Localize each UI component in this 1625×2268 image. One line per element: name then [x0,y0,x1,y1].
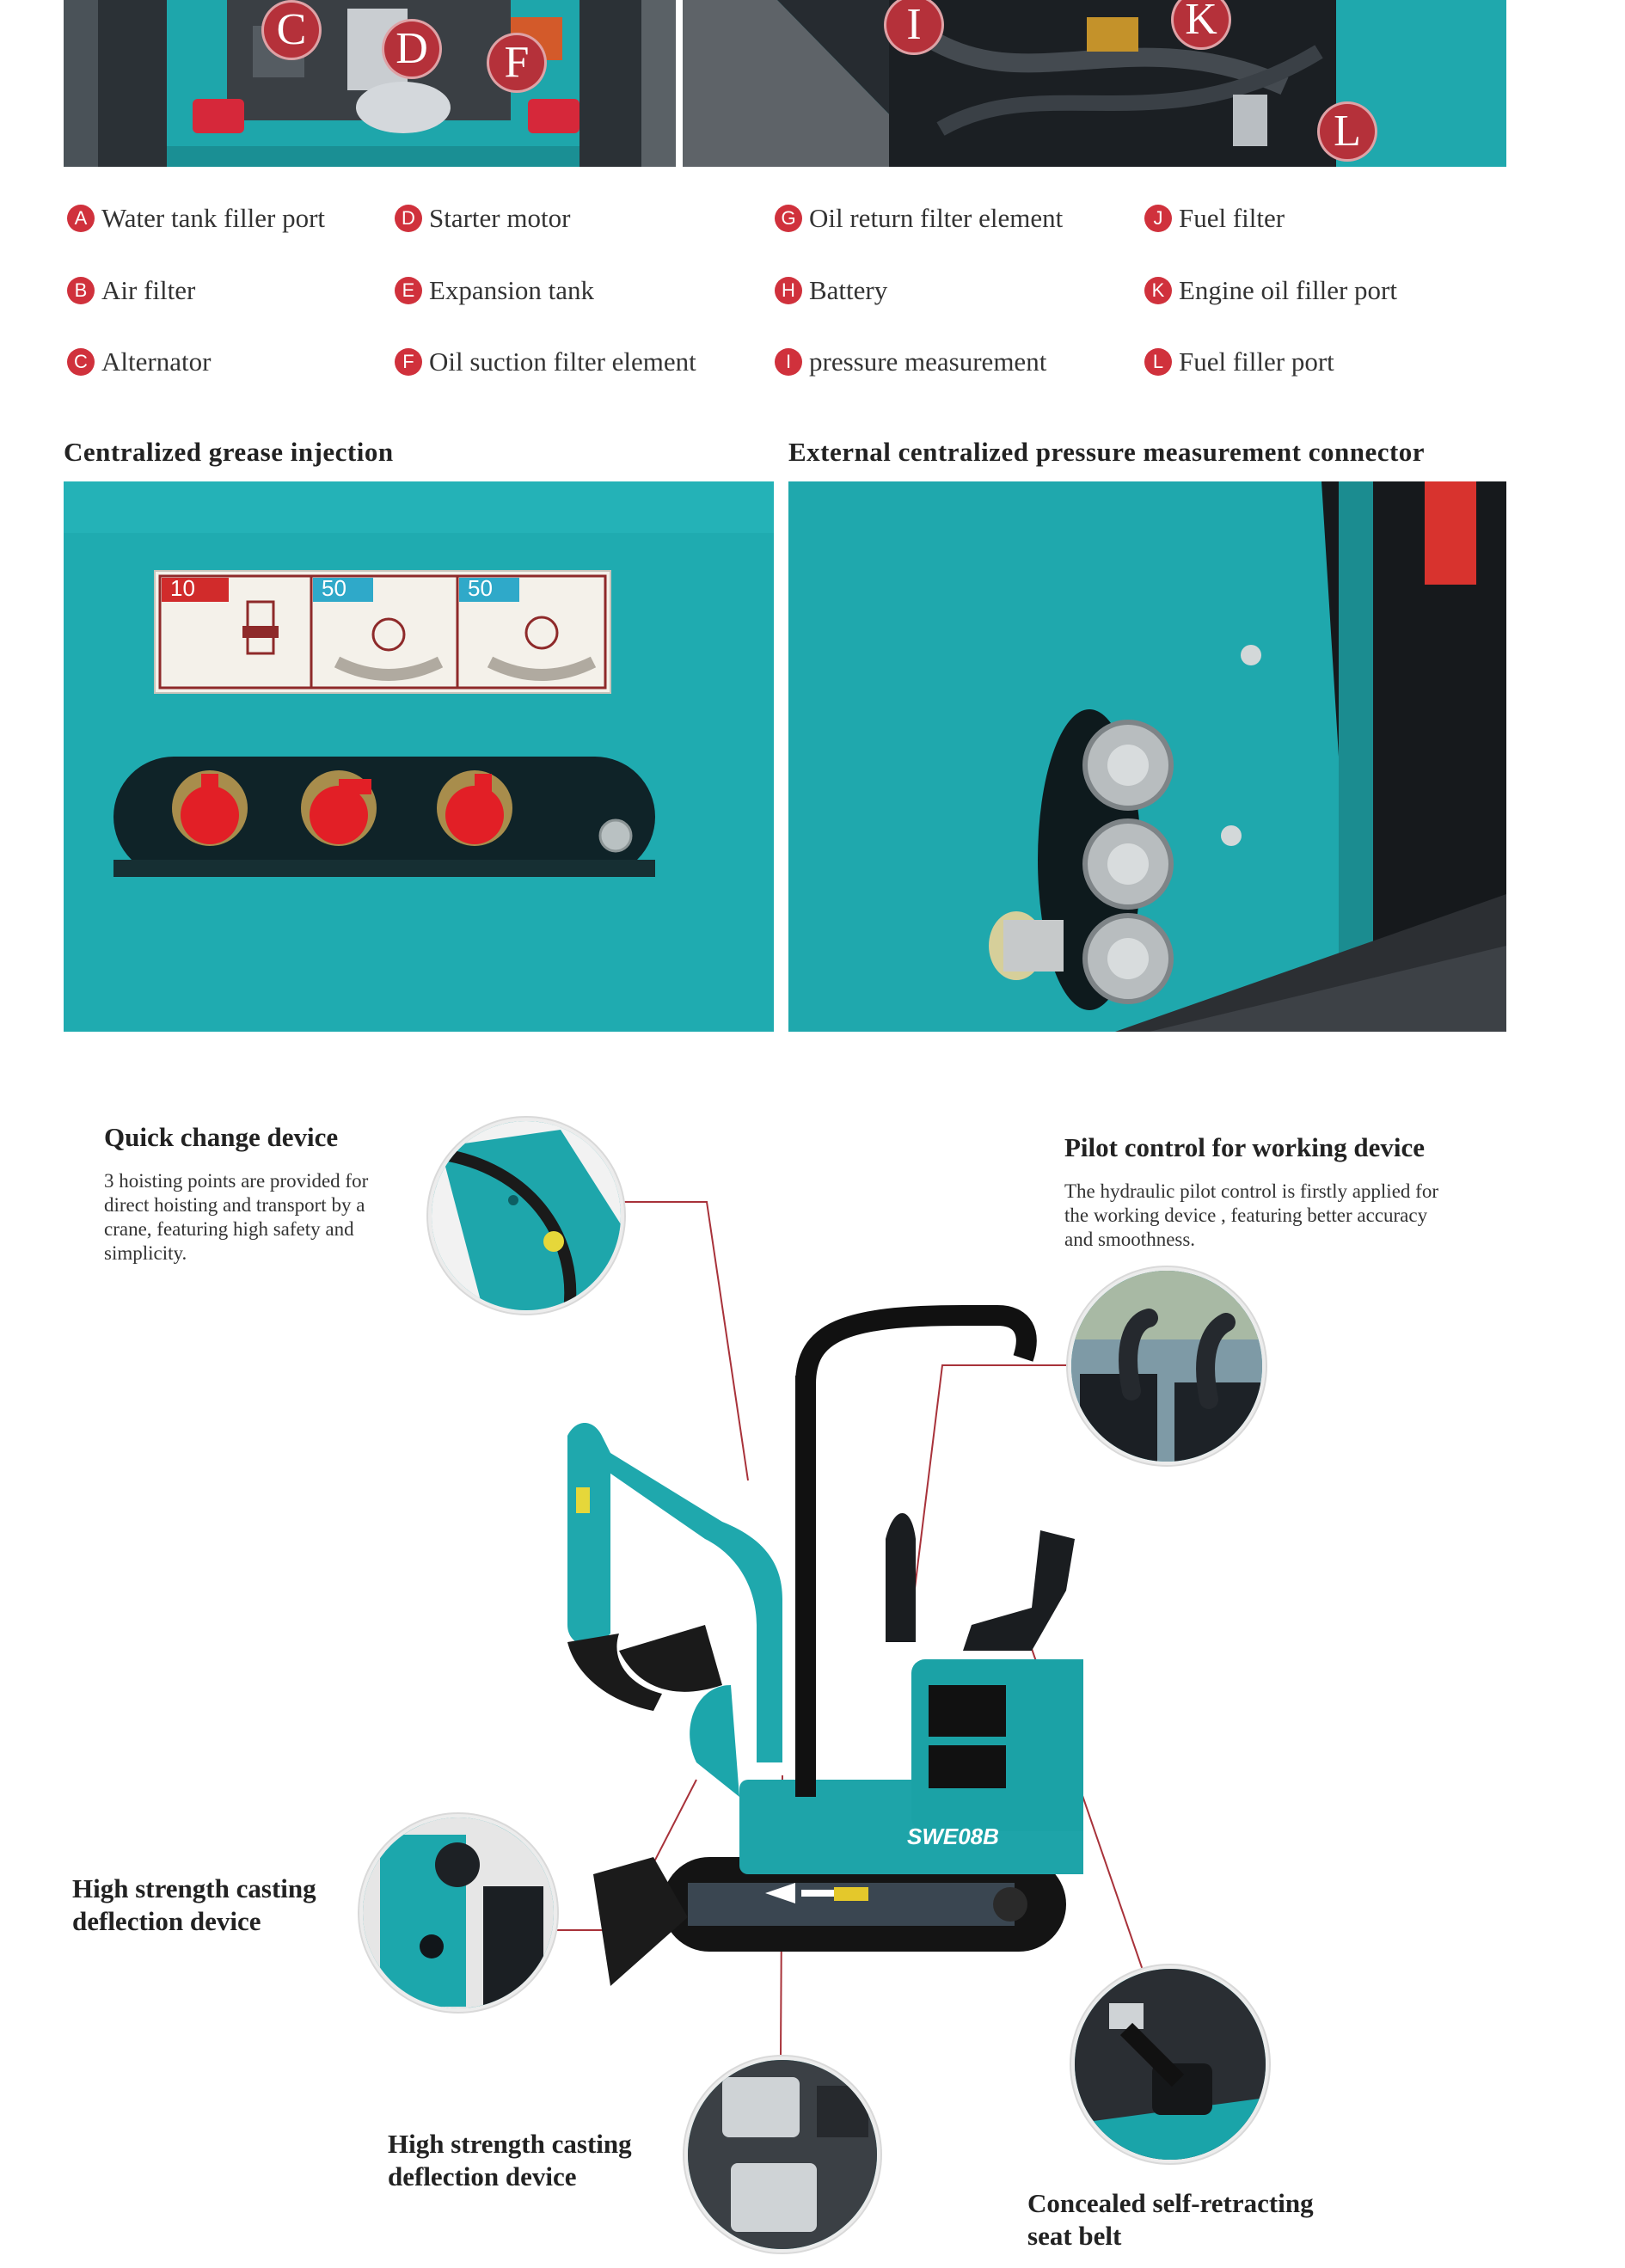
badge-h: H [775,277,802,304]
legend-item-h [775,275,887,306]
pilot-detail-photo [1068,1267,1266,1465]
callout-c: C [261,0,322,60]
legend-label: Starter motor [429,203,571,233]
legend-label: Oil return filter element [809,203,1064,233]
callout-k: K [1171,0,1231,50]
pilot-detail-illustration [1071,1271,1262,1462]
feature-title-casting-bottom-line2: deflection device [388,2161,577,2191]
seatbelt-detail-photo [1071,1965,1269,2163]
pressure-photo-illustration [788,481,1506,1032]
legend-label: Alternator [101,346,212,377]
legend-label: pressure measurement [809,346,1047,377]
badge-g: G [775,205,802,232]
feature-title-seatbelt-line2: seat belt [1027,2221,1122,2251]
legend-item-g [775,203,1063,234]
legend-item-a [67,203,325,234]
legend-item-i [775,346,1046,377]
callout-d: D [382,19,442,79]
feature-title-casting-bottom [388,2128,632,2193]
badge-e: E [395,277,422,304]
casting-bottom-detail-photo [684,2057,880,2253]
seatbelt-detail-illustration [1075,1969,1266,2160]
legend-item-e [395,275,594,306]
feature-desc-pilot: The hydraulic pilot control is firstly applied for the working device , featuring better accuracy and smoothness. [1064,1180,1438,1250]
legend-item-f [395,346,696,377]
engine-photo-right-illustration [683,0,1506,167]
model-badge: SWE08B [907,1824,999,1849]
grease-label-value-3: 50 [468,575,493,601]
engine-photo-left [64,0,676,167]
feature-title-seatbelt [1027,2187,1314,2253]
badge-f: F [395,348,422,376]
engine-photo-right [683,0,1506,167]
callout-i: I [884,0,944,55]
feature-title-casting-bottom-line1: High strength casting [388,2129,632,2159]
legend-label: Oil suction filter element [429,346,696,377]
feature-title-seatbelt-line1: Concealed self-retracting [1027,2188,1314,2218]
badge-c: C [67,348,95,376]
badge-d: D [395,205,422,232]
legend-label: Expansion tank [429,275,594,305]
legend-label: Water tank filler port [101,203,326,233]
callout-l: L [1317,101,1377,162]
feature-title-casting-left-line2: deflection device [72,1906,261,1936]
grease-label-value-1: 10 [170,575,195,601]
section-title-grease: Centralized grease injection [64,437,394,467]
legend-label: Fuel filter [1179,203,1285,233]
feature-title-casting-left [72,1873,316,1938]
legend-label: Engine oil filler port [1179,275,1397,305]
legend-label: Fuel filler port [1179,346,1334,377]
legend-item-c [67,346,211,377]
badge-a: A [67,205,95,232]
callout-f: F [487,33,547,93]
pressure-photo [788,481,1506,1032]
grease-photo [64,481,774,1032]
legend-item-j [1144,203,1285,234]
engine-photo-left-illustration [64,0,676,167]
legend-item-k [1144,275,1397,306]
excavator-illustration [481,1281,1083,2003]
section-title-pressure: External centralized pressure measurement connector [788,437,1426,467]
grease-label-value-2: 50 [322,575,346,601]
badge-b: B [67,277,95,304]
legend-item-b [67,275,195,306]
feature-title-pilot: Pilot control for working device [1064,1132,1426,1162]
badge-k: K [1144,277,1172,304]
legend-label: Battery [809,275,888,305]
badge-i: I [775,348,802,376]
feature-title-quick-change: Quick change device [104,1122,339,1152]
feature-title-casting-left-line1: High strength casting [72,1873,316,1903]
legend-item-d [395,203,570,234]
feature-desc-quick-change: 3 hoisting points are provided for direct hoisting and transport by a crane, featuring high safety and simplicity. [104,1170,369,1264]
grease-photo-illustration [64,481,774,1032]
casting-bottom-detail-illustration [688,2060,877,2249]
badge-l: L [1144,348,1172,376]
badge-j: J [1144,205,1172,232]
legend-item-l [1144,346,1334,377]
legend-label: Air filter [101,275,196,305]
